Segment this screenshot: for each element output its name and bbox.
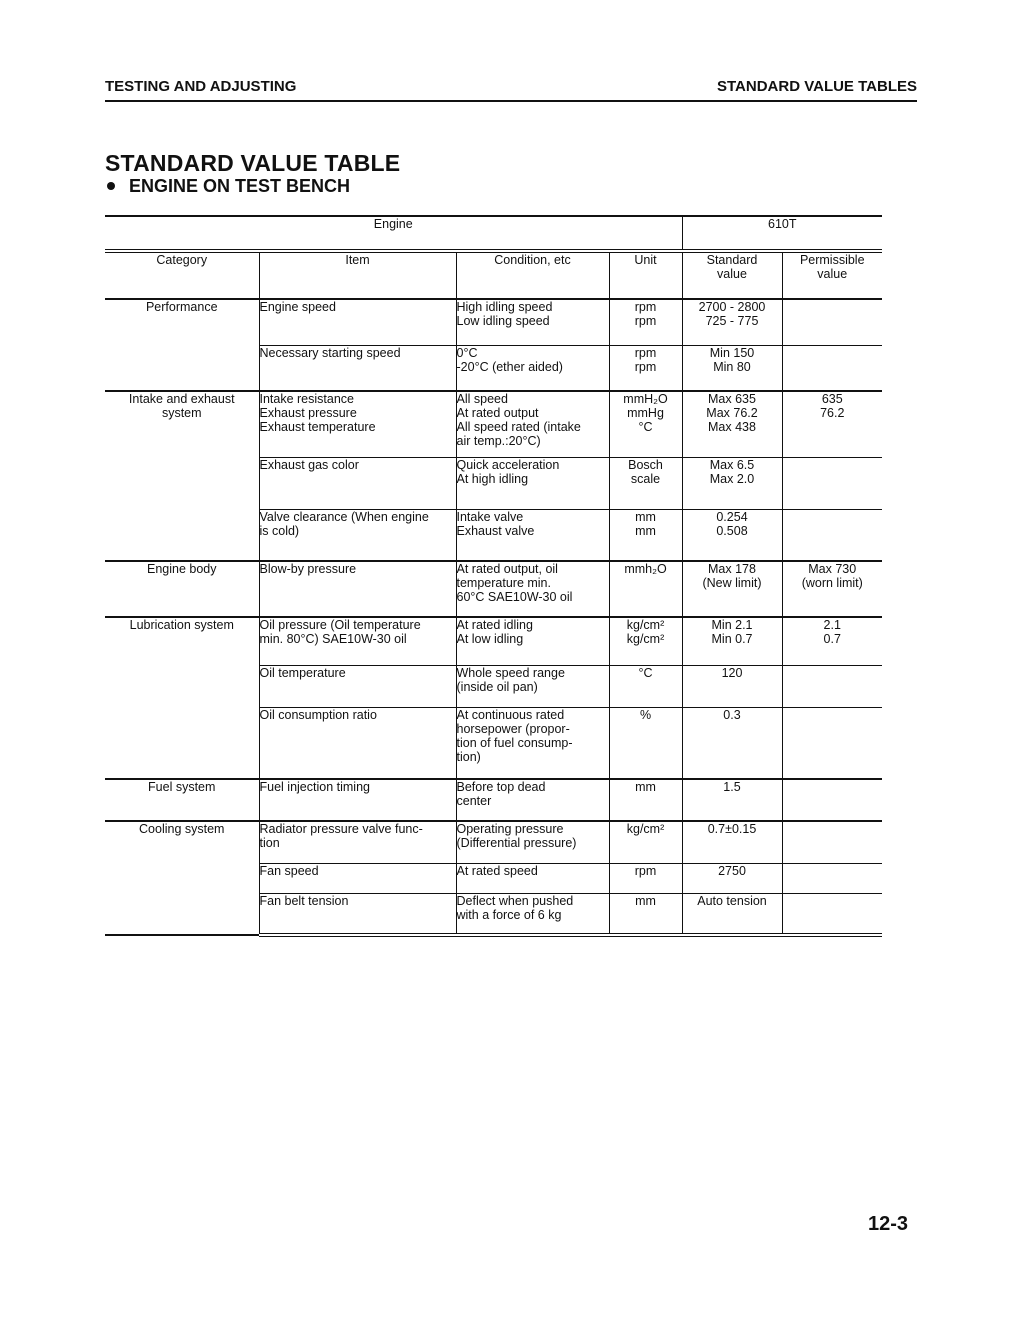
- section-title: TESTING AND ADJUSTING: [105, 78, 297, 95]
- unit-cell: Bosch scale: [609, 457, 682, 509]
- engine-label: Engine: [105, 216, 682, 251]
- unit-cell: %: [609, 707, 682, 779]
- permissible-value-cell: [782, 779, 882, 821]
- standard-value-cell: 1.5: [682, 779, 782, 821]
- permissible-value-cell: 2.1 0.7: [782, 617, 882, 665]
- col-header-standard: Standard value: [682, 251, 782, 299]
- bullet-icon: [107, 182, 115, 190]
- col-header-item: Item: [259, 251, 456, 299]
- item-cell: Blow-by pressure: [259, 561, 456, 617]
- engine-model: 610T: [682, 216, 882, 251]
- column-header-row: [105, 251, 882, 299]
- category-cell: Intake and exhaust system: [105, 391, 259, 561]
- condition-cell: At rated output, oil temperature min. 60°C SAE10W-30 oil: [456, 561, 609, 617]
- condition-cell: At rated speed: [456, 863, 609, 893]
- permissible-value-cell: [782, 863, 882, 893]
- condition-cell: Intake valve Exhaust valve: [456, 509, 609, 561]
- page-subtitle: [105, 176, 350, 197]
- table-row: [105, 821, 882, 863]
- condition-cell: Operating pressure (Differential pressure): [456, 821, 609, 863]
- item-cell: Necessary starting speed: [259, 345, 456, 391]
- permissible-value-cell: [782, 345, 882, 391]
- category-cell: Cooling system: [105, 821, 259, 935]
- unit-cell: mm: [609, 893, 682, 935]
- item-cell: Oil consumption ratio: [259, 707, 456, 779]
- col-header-condition: Condition, etc: [456, 251, 609, 299]
- engine-row: [105, 216, 882, 251]
- condition-cell: High idling speed Low idling speed: [456, 299, 609, 345]
- item-cell: Oil pressure (Oil temperature min. 80°C) SAE10W-30 oil: [259, 617, 456, 665]
- permissible-value-cell: [782, 509, 882, 561]
- item-cell: Valve clearance (When engine is cold): [259, 509, 456, 561]
- page-header: [105, 78, 917, 102]
- permissible-value-cell: Max 730 (worn limit): [782, 561, 882, 617]
- category-cell: Performance: [105, 299, 259, 391]
- unit-cell: mm: [609, 779, 682, 821]
- table-row: [105, 299, 882, 345]
- table-row: [105, 561, 882, 617]
- item-cell: Engine speed: [259, 299, 456, 345]
- standard-value-cell: Min 2.1 Min 0.7: [682, 617, 782, 665]
- unit-cell: rpm rpm: [609, 345, 682, 391]
- condition-cell: 0°C -20°C (ether aided): [456, 345, 609, 391]
- condition-cell: Before top dead center: [456, 779, 609, 821]
- category-cell: Lubrication system: [105, 617, 259, 779]
- condition-cell: Deflect when pushed with a force of 6 kg: [456, 893, 609, 935]
- standard-value-cell: 0.254 0.508: [682, 509, 782, 561]
- table-row: [105, 391, 882, 457]
- unit-cell: mmH₂O mmHg °C: [609, 391, 682, 457]
- unit-cell: kg/cm² kg/cm²: [609, 617, 682, 665]
- standard-value-cell: Max 6.5 Max 2.0: [682, 457, 782, 509]
- unit-cell: kg/cm²: [609, 821, 682, 863]
- unit-cell: mmh₂O: [609, 561, 682, 617]
- permissible-value-cell: [782, 457, 882, 509]
- condition-cell: Whole speed range (inside oil pan): [456, 665, 609, 707]
- standard-value-cell: Auto tension: [682, 893, 782, 935]
- condition-cell: Quick acceleration At high idling: [456, 457, 609, 509]
- unit-cell: °C: [609, 665, 682, 707]
- permissible-value-cell: [782, 665, 882, 707]
- category-cell: Engine body: [105, 561, 259, 617]
- item-cell: Fan belt tension: [259, 893, 456, 935]
- page-title: STANDARD VALUE TABLE: [105, 150, 401, 176]
- category-cell: Fuel system: [105, 779, 259, 821]
- permissible-value-cell: [782, 893, 882, 935]
- standard-value-cell: Max 635 Max 76.2 Max 438: [682, 391, 782, 457]
- condition-cell: At rated idling At low idling: [456, 617, 609, 665]
- subtitle-text: ENGINE ON TEST BENCH: [129, 176, 351, 196]
- standard-value-table: [105, 215, 882, 937]
- item-cell: Intake resistance Exhaust pressure Exhaust temperature: [259, 391, 456, 457]
- item-cell: Fan speed: [259, 863, 456, 893]
- standard-value-cell: 0.7±0.15: [682, 821, 782, 863]
- permissible-value-cell: 635 76.2: [782, 391, 882, 457]
- table-row: [105, 779, 882, 821]
- condition-cell: All speed At rated output All speed rated (intake air temp.:20°C): [456, 391, 609, 457]
- standard-value-cell: 0.3: [682, 707, 782, 779]
- item-cell: Fuel injection timing: [259, 779, 456, 821]
- standard-value-cell: 2700 - 2800 725 - 775: [682, 299, 782, 345]
- col-header-unit: Unit: [609, 251, 682, 299]
- standard-value-cell: 120: [682, 665, 782, 707]
- unit-cell: rpm rpm: [609, 299, 682, 345]
- col-header-category: Category: [105, 251, 259, 299]
- page-number: 12-3: [868, 1213, 909, 1235]
- unit-cell: mm mm: [609, 509, 682, 561]
- condition-cell: At continuous rated horsepower (propor- tion of fuel consump- tion): [456, 707, 609, 779]
- permissible-value-cell: [782, 707, 882, 779]
- standard-value-cell: Max 178 (New limit): [682, 561, 782, 617]
- table-row: [105, 617, 882, 665]
- item-cell: Oil temperature: [259, 665, 456, 707]
- permissible-value-cell: [782, 821, 882, 863]
- unit-cell: rpm: [609, 863, 682, 893]
- standard-value-cell: 2750: [682, 863, 782, 893]
- col-header-permissible: Permissible value: [782, 251, 882, 299]
- item-cell: Exhaust gas color: [259, 457, 456, 509]
- chapter-title: STANDARD VALUE TABLES: [717, 78, 917, 95]
- item-cell: Radiator pressure valve func- tion: [259, 821, 456, 863]
- standard-value-cell: Min 150 Min 80: [682, 345, 782, 391]
- permissible-value-cell: [782, 299, 882, 345]
